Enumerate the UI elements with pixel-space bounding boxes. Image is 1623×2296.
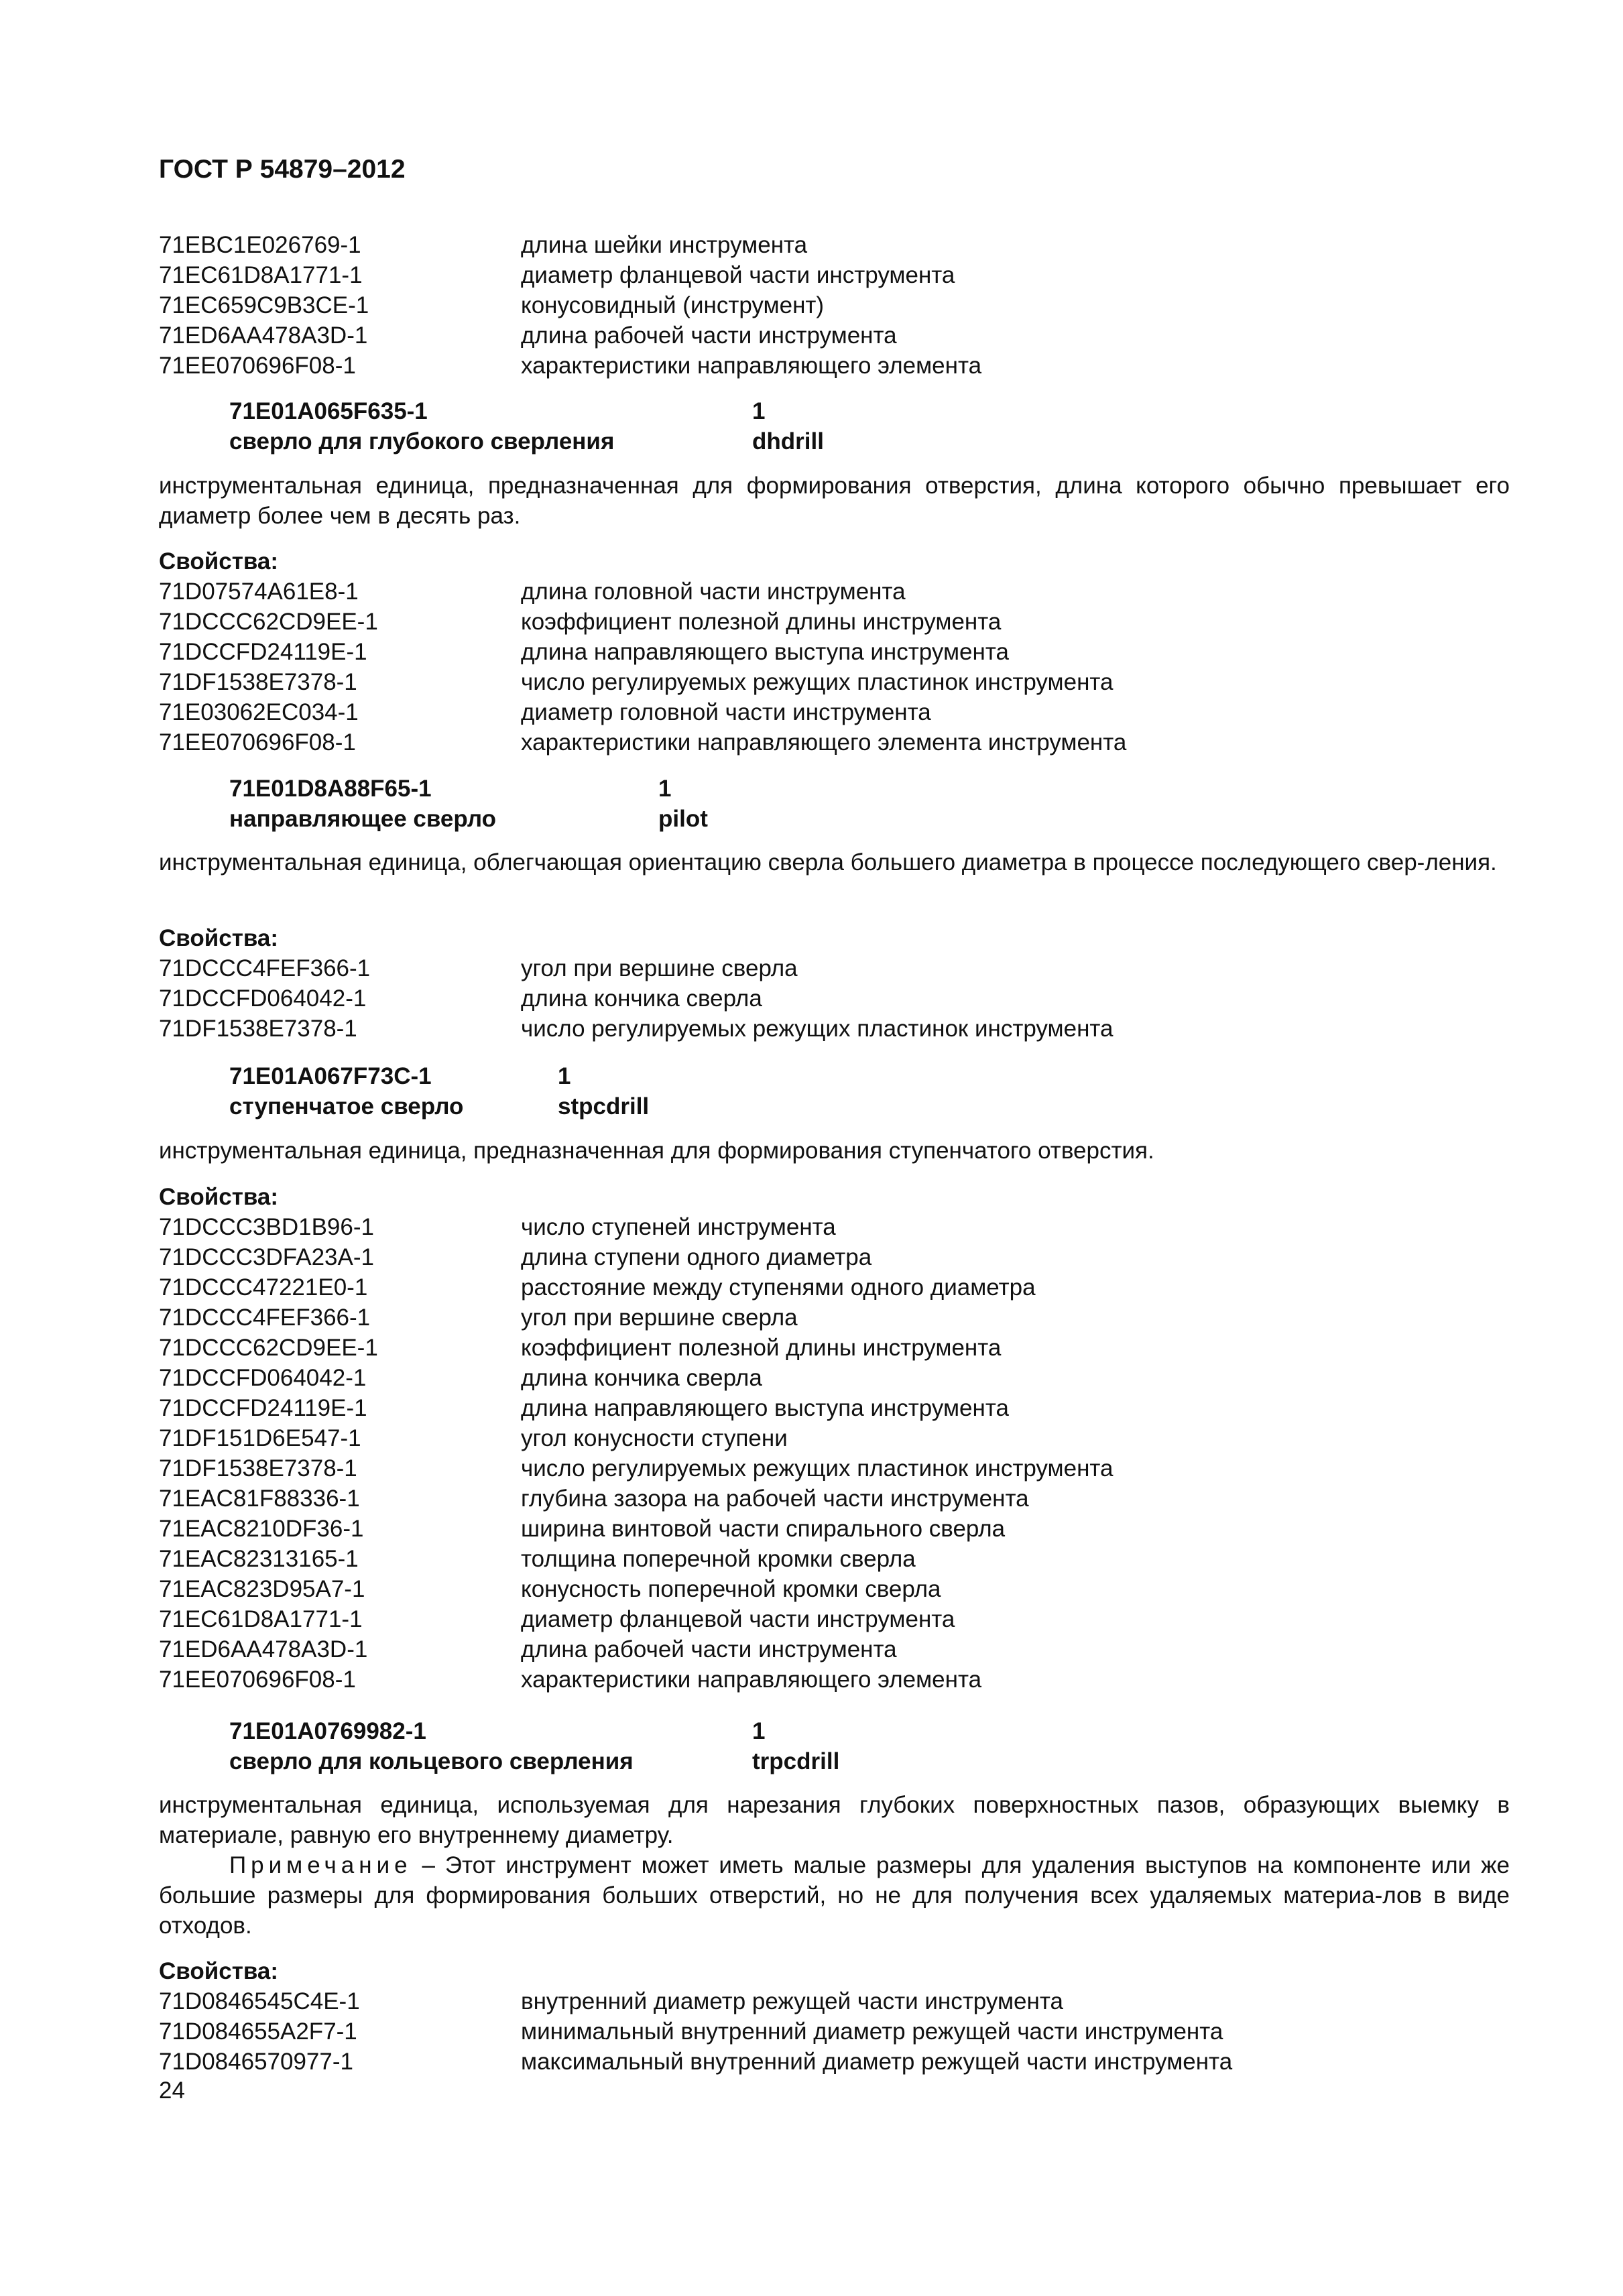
property-code: 71DCCC62CD9EE-1 (159, 1335, 378, 1361)
property-description: длина направляющего выступа инструмента (521, 1395, 1009, 1421)
property-code: 71DF1538E7378-1 (159, 1016, 357, 1042)
entry-definition: инструментальная единица, используемая для нарезания глубоких поверхностных пазов, образующих выемку в материале, равную его внутреннему диаметру. (159, 1792, 1510, 1848)
property-code: 71EC61D8A1771-1 (159, 1606, 363, 1632)
property-row (159, 1453, 1510, 1484)
entry-properties (159, 923, 1510, 1044)
entry-name: сверло для глубокого сверления (229, 428, 615, 455)
entry-header-row (159, 804, 1510, 834)
property-row (159, 1212, 1510, 1242)
property-code: 71EE070696F08-1 (159, 1667, 356, 1693)
property-row (159, 1014, 1510, 1044)
property-description: угол конусности ступени (521, 1425, 788, 1451)
entry-name: сверло для кольцевого сверления (229, 1748, 634, 1774)
properties-label: Свойства: (159, 548, 279, 575)
entry-version: 1 (752, 398, 766, 424)
property-row (159, 1514, 1510, 1544)
property-row (159, 607, 1510, 637)
properties-label: Свойства: (159, 1958, 279, 1984)
note-text: – Этот инструмент может иметь малые размеры для удаления выступов на компоненте или же большие размеры для формирования больших отверстий, но не для получения всех удаляемых материа-лов в виде отходов. (159, 1852, 1510, 1939)
entry-id: 71E01D8A88F65-1 (229, 776, 432, 802)
entry-properties (159, 1956, 1510, 2077)
property-code: 71DCCFD064042-1 (159, 1365, 367, 1391)
entry-header (159, 396, 1510, 457)
property-description: конусность поперечной кромки сверла (521, 1576, 941, 1602)
entry-header-row (159, 1716, 1510, 1746)
property-description: длина ступени одного диаметра (521, 1244, 872, 1270)
property-code: 71DCCC4FEF366-1 (159, 955, 371, 981)
property-description: ширина винтовой части спирального сверла (521, 1516, 1006, 1542)
property-code: 71EC61D8A1771-1 (159, 262, 363, 288)
property-code: 71D07574A61E8-1 (159, 579, 359, 605)
entry-name: ступенчатое сверло (229, 1093, 464, 1120)
property-description: максимальный внутренний диаметр режущей части инструмента (521, 2049, 1233, 2075)
property-description: число ступеней инструмента (521, 1214, 836, 1240)
property-description: длина кончика сверла (521, 1365, 762, 1391)
property-code: 71D0846545C4E-1 (159, 1988, 360, 2014)
page-number: 24 (159, 2077, 185, 2104)
property-row (159, 230, 1510, 260)
entry-header (159, 1716, 1510, 1776)
entry-header-row (159, 1091, 1510, 1122)
property-row (159, 1604, 1510, 1634)
property-code: 71EAC82313165-1 (159, 1546, 359, 1572)
property-row (159, 1333, 1510, 1363)
property-description: диаметр фланцевой части инструмента (521, 1606, 955, 1632)
property-row (159, 2016, 1510, 2047)
entry-header-row (159, 1746, 1510, 1776)
property-description: конусовидный (инструмент) (521, 292, 825, 318)
property-row (159, 697, 1510, 727)
property-description: угол при вершине сверла (521, 955, 798, 981)
document-page (159, 0, 1510, 2296)
property-code: 71DCCFD24119E-1 (159, 1395, 367, 1421)
property-description: диаметр фланцевой части инструмента (521, 262, 955, 288)
property-code: 71D084655A2F7-1 (159, 2018, 357, 2045)
property-description: число регулируемых режущих пластинок инструмента (521, 669, 1114, 695)
property-list-continuation (159, 230, 1510, 381)
entry-properties (159, 1182, 1510, 1695)
property-code: 71EAC8210DF36-1 (159, 1516, 364, 1542)
entry-header-row (159, 396, 1510, 426)
property-row (159, 1574, 1510, 1604)
property-code: 71EBC1E026769-1 (159, 232, 361, 258)
property-description: число регулируемых режущих пластинок инструмента (521, 1455, 1114, 1482)
property-code: 71EE070696F08-1 (159, 729, 356, 756)
property-row (159, 983, 1510, 1014)
property-row (159, 1423, 1510, 1453)
entry-version: 1 (658, 776, 672, 802)
property-row (159, 260, 1510, 290)
property-code: 71DCCC62CD9EE-1 (159, 609, 378, 635)
property-description: длина кончика сверла (521, 985, 762, 1012)
property-row (159, 1272, 1510, 1303)
property-description: коэффициент полезной длины инструмента (521, 1335, 1002, 1361)
entry-header-row (159, 426, 1510, 457)
property-row (159, 1665, 1510, 1695)
entry-name: направляющее сверло (229, 806, 497, 832)
property-code: 71DCCC47221E0-1 (159, 1274, 368, 1301)
property-description: расстояние между ступенями одного диаметра (521, 1274, 1036, 1301)
entry-short-name: trpcdrill (752, 1748, 840, 1774)
property-row (159, 1986, 1510, 2016)
property-code: 71EE070696F08-1 (159, 353, 356, 379)
property-code: 71DCCFD064042-1 (159, 985, 367, 1012)
entry-header (159, 1061, 1510, 1122)
entry-id: 71E01A0769982-1 (229, 1718, 426, 1744)
property-row (159, 637, 1510, 667)
property-code: 71D0846570977-1 (159, 2049, 353, 2075)
property-code: 71DF1538E7378-1 (159, 669, 357, 695)
property-description: диаметр головной части инструмента (521, 699, 931, 725)
property-description: длина рабочей части инструмента (521, 1636, 897, 1663)
property-row (159, 320, 1510, 351)
property-code: 71EC659C9B3CE-1 (159, 292, 369, 318)
property-row (159, 351, 1510, 381)
property-row (159, 2047, 1510, 2077)
entry-definition: инструментальная единица, облегчающая ориентацию сверла большего диаметра в процессе последующего свер-ления. (159, 849, 1497, 875)
entry-header-row (159, 1061, 1510, 1091)
properties-label: Свойства: (159, 925, 279, 951)
property-description: глубина зазора на рабочей части инструмента (521, 1486, 1029, 1512)
property-row (159, 1242, 1510, 1272)
entry-version: 1 (558, 1063, 571, 1089)
property-code: 71EAC823D95A7-1 (159, 1576, 365, 1602)
property-row (159, 1544, 1510, 1574)
property-code: 71DCCC4FEF366-1 (159, 1305, 371, 1331)
property-code: 71EAC81F88336-1 (159, 1486, 360, 1512)
property-row (159, 1393, 1510, 1423)
property-description: характеристики направляющего элемента (521, 1667, 982, 1693)
property-code: 71DF1538E7378-1 (159, 1455, 357, 1482)
property-code: 71E03062EC034-1 (159, 699, 359, 725)
property-code: 71DCCFD24119E-1 (159, 639, 367, 665)
property-description: длина головной части инструмента (521, 579, 906, 605)
property-row (159, 1484, 1510, 1514)
property-code: 71ED6AA478A3D-1 (159, 322, 368, 349)
property-row (159, 953, 1510, 983)
property-description: длина направляющего выступа инструмента (521, 639, 1009, 665)
properties-label: Свойства: (159, 1184, 279, 1210)
property-description: длина рабочей части инструмента (521, 322, 897, 349)
property-description: толщина поперечной кромки сверла (521, 1546, 916, 1572)
property-description: минимальный внутренний диаметр режущей части инструмента (521, 2018, 1223, 2045)
document-header-title: ГОСТ Р 54879–2012 (159, 155, 406, 184)
property-description: коэффициент полезной длины инструмента (521, 609, 1002, 635)
entry-short-name: dhdrill (752, 428, 824, 455)
entry-version: 1 (752, 1718, 766, 1744)
property-row (159, 290, 1510, 320)
property-row (159, 1634, 1510, 1665)
property-description: внутренний диаметр режущей части инструмента (521, 1988, 1063, 2014)
entry-id: 71E01A067F73C-1 (229, 1063, 432, 1089)
property-description: длина шейки инструмента (521, 232, 808, 258)
entry-short-name: pilot (658, 806, 708, 832)
property-code: 71DCCC3BD1B96-1 (159, 1214, 374, 1240)
property-row (159, 577, 1510, 607)
property-description: угол при вершине сверла (521, 1305, 798, 1331)
property-row (159, 1303, 1510, 1333)
note-label: Примечание (229, 1852, 412, 1878)
entry-header-row (159, 774, 1510, 804)
property-description: характеристики направляющего элемента (521, 353, 982, 379)
property-code: 71DF151D6E547-1 (159, 1425, 361, 1451)
property-code: 71DCCC3DFA23A-1 (159, 1244, 374, 1270)
property-row (159, 727, 1510, 758)
entry-definition: инструментальная единица, предназначенная для формирования отверстия, длина которого обычно превышает его диаметр более чем в десять раз. (159, 473, 1510, 529)
entry-short-name: stpcdrill (558, 1093, 650, 1120)
property-description: характеристики направляющего элемента инструмента (521, 729, 1127, 756)
property-row (159, 667, 1510, 697)
entry-definition: инструментальная единица, предназначенная для формирования ступенчатого отверстия. (159, 1138, 1154, 1164)
property-code: 71ED6AA478A3D-1 (159, 1636, 368, 1663)
entry-header (159, 774, 1510, 834)
property-description: число регулируемых режущих пластинок инструмента (521, 1016, 1114, 1042)
property-row (159, 1363, 1510, 1393)
entry-properties (159, 546, 1510, 758)
entry-note (159, 1850, 1510, 1941)
entry-id: 71E01A065F635-1 (229, 398, 428, 424)
